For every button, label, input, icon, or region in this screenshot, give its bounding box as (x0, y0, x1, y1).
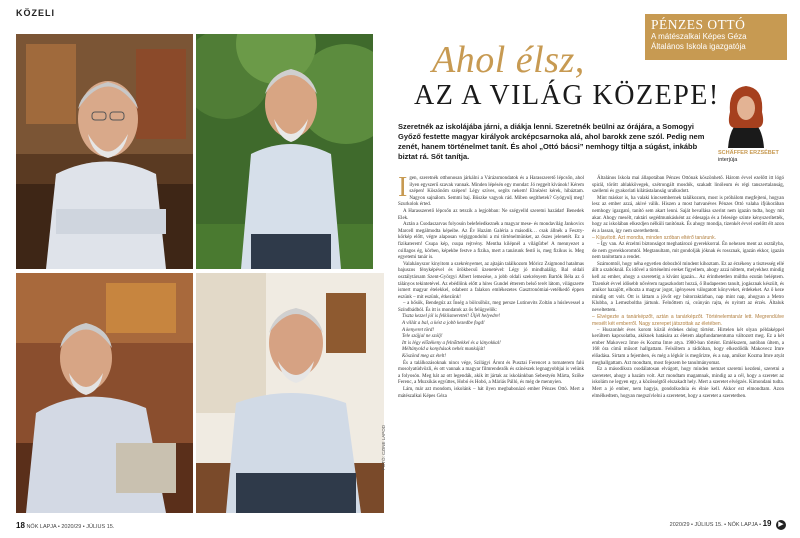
photo-seated-leaning (196, 273, 384, 513)
photo-arms-crossed-indoor (16, 34, 193, 269)
body-column-2 (592, 176, 784, 516)
footer-left-text: NŐK LAPJA • 2020/29 • JÚLIUS 15. (26, 524, 115, 530)
quoted-rule: Köszönd meg az ételt! (402, 354, 447, 360)
quoted-rule: Tele szájjal ne szólj! (402, 334, 443, 340)
page-number-right: 19 (762, 519, 772, 529)
body-paragraph: És a találkozásoknak nincs vége, Szilágyi Áront és Pusztai Ferencet a tornaterem falú mosolyatúdvözli, és ott vannak a magyar filmrendezők és színészek legnagyobbjai is velünk a folyosón. Meg hát az ott legendák, akik itt jártak az iskolánkban Sebestyén Márta, Szőke Ferenc, a Muzsikás együttes, Hobó és Hobó, a Máriás Pálló, és még de mennyien. (398, 360, 584, 386)
photo-seated-chair (16, 273, 193, 513)
body-paragraph: Mint máskor is, ha valaki kincsembernek találkozom, most is próbálom megfejteni, hogyan lesz az ember azzá, akivé válik. Hiszen a most hatvanéves Pénzes Ottó valaha ifjúkorában nemhogy igazgató, tanító sem akart lenni. Saját bevallása szerint nem igazán tudta, hogy mit akar. Ahogy mesélt, raktári segédmunkásként az édesapja és a felesége szinte kényszerítették, hogy az iskolában elkezdjen nélküli tanítónak. És ahogy mondja, tizenkét évvel ezelőtt élt azon és a lassan, így nem szerethettem. (592, 195, 784, 234)
body-paragraph: Aztán a Csodaszarvas folyosón belefeledkeznék a magyar mese- és mondavilág Jankovics Marcell megálmodta képeibe. Az Év Hazám Galéria a második… csak állnék a Feszty-körkép előtt, végre alaposan végiggondolni a mi történelmünket, az őszes jelenetét. Ez a fizikaterem! Csupa kép, csupa rejtvény. Mentha kilépnél a világűrbe! A mennyezet a csillagos ég, körben, képekbe festve a fizika, mert a tanárunk festő is, meg fizikus is. Meg egyetemi tanár is. (398, 222, 584, 261)
lead-paragraph: Szeretnék az iskolájába járni, a diákja lenni. Szeretnék beülni az órájára, a Somogyi Győző festette magyar királyok arcképcsarnoka alá, ahol barokk zene szól. Pedig nem zenét, hanem történelmet tanít. És ahol „Ottó bácsi” nemhogy tiltja a súgást, inkább biztat rá. Sőt tanítja. (398, 122, 705, 161)
body-paragraph: A Harasszerető lépcsőn az tetszik a legjobban: Ne szégyelld szeretni hazádat! Benedek Elek. (398, 208, 584, 221)
body-column-1 (398, 172, 584, 516)
quoted-rule: Itt is légy előzékeny a felnőttekkel és a lányokkal! (402, 340, 501, 346)
quoted-rule: A kenyeret törd! (402, 327, 435, 333)
next-page-arrow-icon[interactable]: ▶ (776, 520, 786, 530)
subject-name-box (645, 14, 787, 60)
quoted-rule: A villát a bal, a kést a jobb kezedbe fogd! (402, 321, 485, 327)
headline-line2: AZ A VILÁG KÖZEPE! (414, 80, 720, 111)
body-paragraph: – Így van. Az érzelmi biztonságot meghatározó gyerekkorral. Én nehezen ment az osztályba, de nem gyerekkoromtól. Megtanultam, mit gondolják jóknak és rossznak, igazán ekkor, igazán nem tanítottam a rendet. (592, 241, 784, 261)
page-number-left: 18 (16, 521, 25, 530)
body-paragraph: Ez a másodiksra csodálatosan elvágott, hogy minden nemzet szeretni kezdeni, szeretni a szeretetet, ahogy a hazám volt. Azt mondtam magamnak, mindig az a cél, hogy a szeretet az iskolám ne legyen egy, a közösségtől elszakadt hely. Mert a szeretet elvégzés. Kimondani tudta. Mert a jó ember, nem hagyja, gondolkodnia és élnie kell. Akkor ezt elmondtam. Azon elmélkedtem, hogyan megszívlelni a szeretetet, hogy a szeretet a szeretetben. (592, 367, 784, 399)
headline-line1: Ahol élsz, (432, 39, 585, 81)
subject-role-line1: A mátészalkai Képes Géza (651, 32, 747, 41)
quoted-rule: Tiszta kezzel jól is felkiismerettel! Üljél helyedre! (402, 314, 501, 320)
body-paragraph: Igen, szeretnék otthonosan járkálni a Várázsmondatok és a Harasszerető lépcsőn, ahol ilyen egyszerű szavak vannak. Minden lépésén egy mondat: Jó reggelt kívánok! Kérem szépen! Köszönöm szépen! Légy szíves, segíts nekem! Elnézést kérek, hibáztam. Nagyon sajnálom. Semmi baj. Büszke vagyok rád. Miben segíthetek? Gyógyulj meg! Szurkolok érted. (398, 172, 584, 208)
body-paragraph: – a hősök, Bendegúz az Ínség a bölcsőhöz, meg persze Lutinovits Zoltán a húslevessel a Színdbádból. És itt is mondatok az ős felügyelők: (398, 301, 584, 313)
photo-standing-garden (196, 34, 373, 269)
footer-right-text: 2020/29 • JÚLIUS 15. • NŐK LAPJA • (669, 522, 762, 529)
footer-right (670, 519, 786, 530)
body-paragraph: – Huszonhét éves korom közül érdekes dolog történt. Hirtelen két olyan példaképpel kerültem kapcsolatba, akiknek hatására az életem alapfundamentuma változott meg. Ez a két ember Makovecz Imre és Kozma Imre atya. 1980-ban történt. Emlékszem, autóban ültem, a 168 óra című műsort hallgattam. Felsöltem a rádióban, hogy elkezdődik Makovecz Imre előadása. Sirtam a fejemben, és még a légkör is megőrizte, és a nap, amikor Kozma Imre atyát meghallgattam. Azt mondtam, most fejezem be tanulmányomat. (592, 327, 784, 366)
subject-role-line2: Általános Iskola igazgatója (651, 42, 746, 51)
interview-question: – Elvégezte a tanárképzőt, aztán a tanárképzőt. Történelemtanár lett. Megrendülve mesélt két emberről. Nagy szerepet játszottak az életében. (592, 314, 784, 328)
body-paragraph: Lám, már azt mondom, iskolánk – hát ilyen megbabonázó ember Pénzes Ottó. Mert a mátészalkai Képes Géza (398, 387, 584, 399)
drop-cap: I (398, 172, 408, 203)
body-paragraph: Valahányszor kinyitom a szekrényemet, az ajtaján találkozom Móricz Zsigmond hatalmas bajuszos fényképével és örökbecsű üzenetével: Légy jó mindhalálig. Bal oldali osztálytársam Szent-Györgyi Albert lemezése, a jobb oldali szekrényem Bartók Béla az ő tálányos tekintetével. Az ebédlőnk előtt a híres Gundel étterem belső terét látom, világszerte ismert magyar ételekkel, odabent a falakon emlékezetes Gasztronómiai-vetélkedő éppen eszünk – mit eszünk, étkezünk! (398, 261, 584, 300)
quoted-rule: Méltányold a konyhások nehéz munkáját! (402, 347, 486, 353)
subject-name: PÉNZES OTTÓ (651, 17, 746, 32)
body-paragraph: Általános Iskola mai állapotában Pénzes Ottónak köszönhető. Három évvel ezelőtt itt lógó spirál, törött ablakkövegek, szétrongált mosdók, szakadt linóleum és régi tanszertalanság, szellemi és gyakorlati kilátástalanság uralkodott. (592, 176, 784, 195)
footer-left (16, 521, 114, 530)
author-name: SCHÄFFER ERZSÉBET (718, 150, 779, 156)
author-byline (718, 150, 788, 164)
section-label: KÖZELI (16, 8, 55, 18)
author-portrait (722, 82, 770, 148)
photo-credit: FOTÓ: CZINE LAPOD (381, 424, 386, 470)
byline-type: interjúja (718, 157, 738, 163)
body-paragraph: Számomtól, hogy néha egyetlen dobozból mindent kihoztam. Ez az érzékeny a tisztesség ellé állt a szabóknál. És idővel a történelmi ereket figyeltem, ahogy azzá nőttem, melyekhez mindig kell az ember, ahogy a szeretetig a kívánt igazán... Az érinthetetlen múltba ezután beléptem. Tizenkét évvel idősebb nővérem ragaszkodott hozzá, ő Budapesten tanult, jogásznak készült, és amikor hazajött, elhozta a magyar jogot, igényesen válogatott könyveket, érdekeket. Az ő keze mindig ott volt. Ott is láttam a jövőt egy bútorraktárban, nap mint nap, ahogyan a Metro Klubba, a Lemezboltba jártunk. Felnőttem rá, csúnyán rajta, és nyitott az érzés. Általuk neveltettem. (592, 261, 784, 313)
interview-question: – Kijavított. Azt mondta, minden szóban eltérő tanárunk. (592, 235, 716, 242)
